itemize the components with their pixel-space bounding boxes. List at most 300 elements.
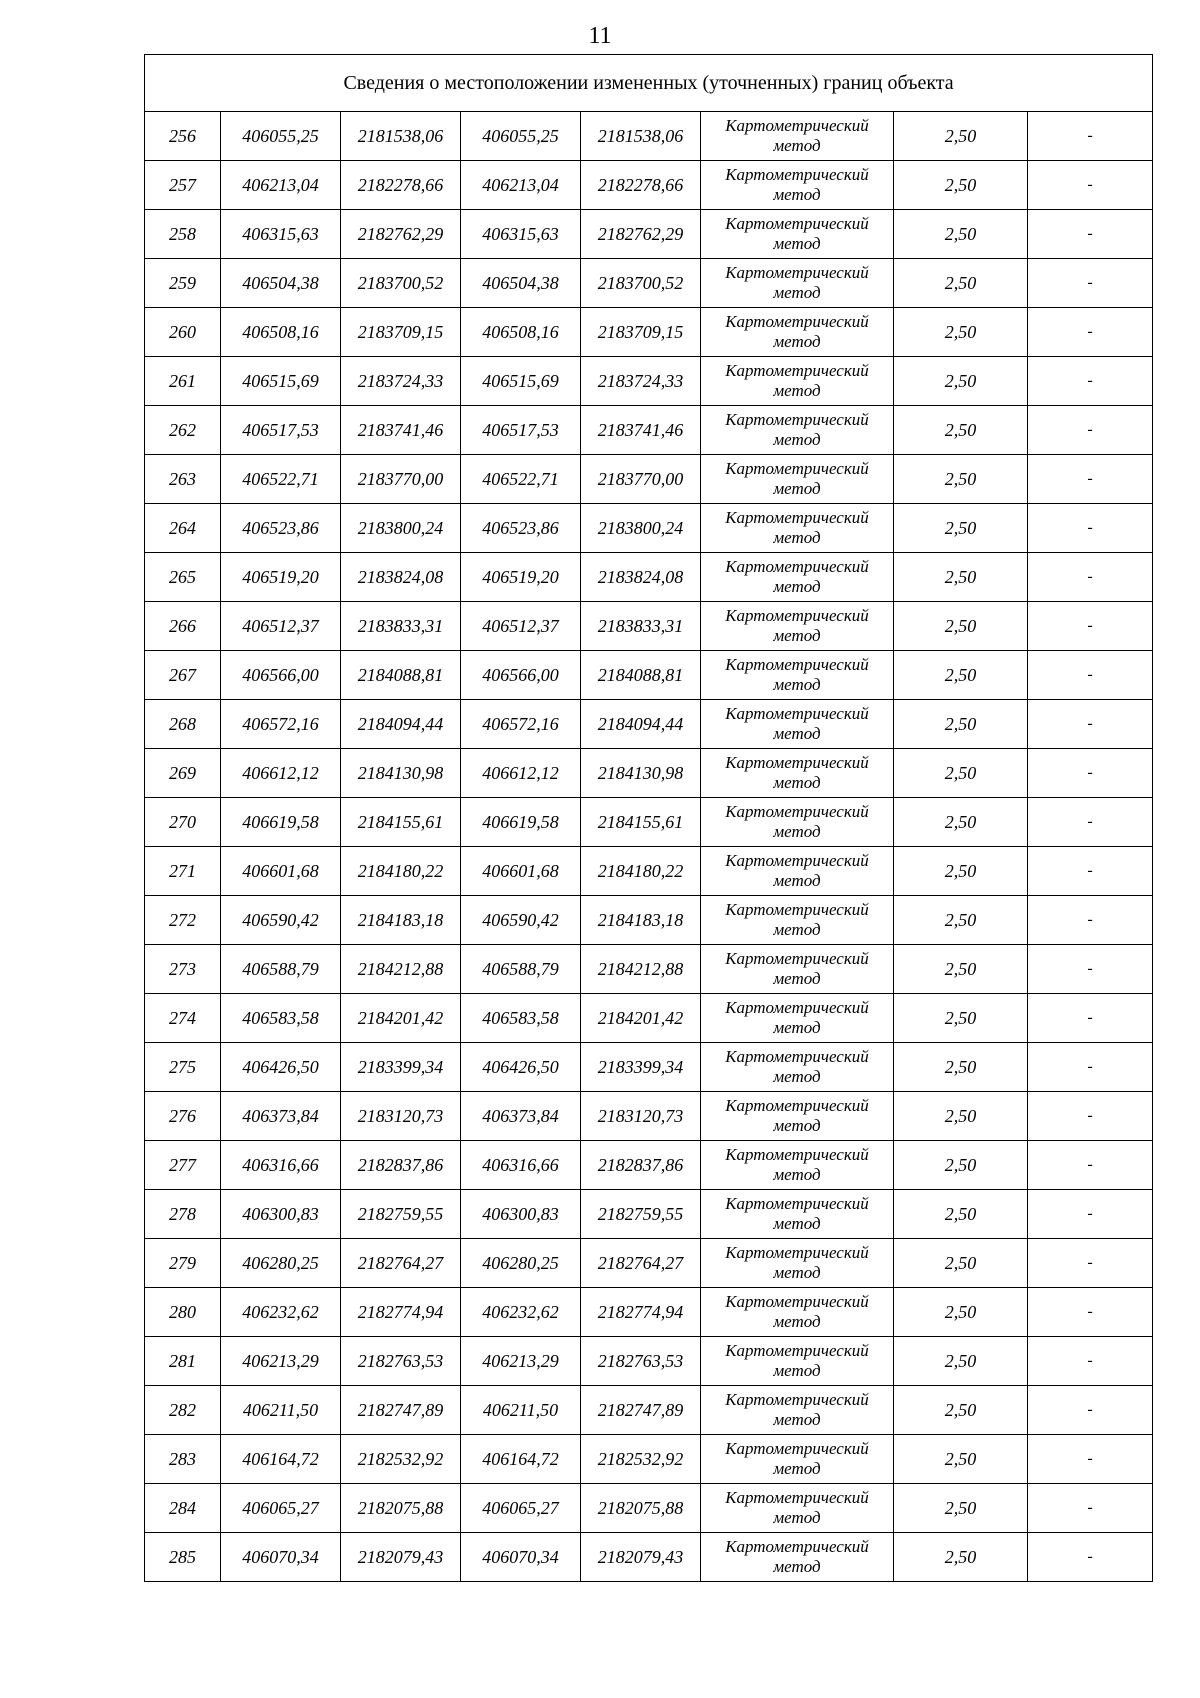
y-old-cell: 2184183,18 bbox=[341, 896, 461, 945]
method-line-1: Картометрический bbox=[725, 1488, 869, 1507]
y-new-cell: 2182774,94 bbox=[581, 1288, 701, 1337]
x-new-cell: 406373,84 bbox=[461, 1092, 581, 1141]
y-old-cell: 2184130,98 bbox=[341, 749, 461, 798]
y-old-cell: 2184201,42 bbox=[341, 994, 461, 1043]
accuracy-cell: 2,50 bbox=[894, 504, 1028, 553]
extra-cell: - bbox=[1028, 896, 1153, 945]
method-line-1: Картометрический bbox=[725, 1096, 869, 1115]
y-old-cell: 2183700,52 bbox=[341, 259, 461, 308]
method-line-2: метод bbox=[773, 1557, 821, 1576]
x-old-cell: 406619,58 bbox=[221, 798, 341, 847]
point-number-cell: 265 bbox=[145, 553, 221, 602]
method-line-1: Картометрический bbox=[725, 214, 869, 233]
x-new-cell: 406515,69 bbox=[461, 357, 581, 406]
y-old-cell: 2184212,88 bbox=[341, 945, 461, 994]
table-row bbox=[145, 896, 1153, 945]
y-new-cell: 2182759,55 bbox=[581, 1190, 701, 1239]
table-row bbox=[145, 504, 1153, 553]
extra-cell: - bbox=[1028, 357, 1153, 406]
method-line-1: Картометрический bbox=[725, 312, 869, 331]
y-new-cell: 2183399,34 bbox=[581, 1043, 701, 1092]
extra-cell: - bbox=[1028, 994, 1153, 1043]
method-cell bbox=[701, 161, 894, 210]
method-line-2: метод bbox=[773, 626, 821, 645]
y-new-cell: 2184212,88 bbox=[581, 945, 701, 994]
method-cell bbox=[701, 896, 894, 945]
extra-cell: - bbox=[1028, 259, 1153, 308]
x-new-cell: 406504,38 bbox=[461, 259, 581, 308]
y-old-cell: 2183770,00 bbox=[341, 455, 461, 504]
accuracy-cell: 2,50 bbox=[894, 1239, 1028, 1288]
point-number-cell: 279 bbox=[145, 1239, 221, 1288]
method-line-2: метод bbox=[773, 479, 821, 498]
method-line-1: Картометрический bbox=[725, 1439, 869, 1458]
table-row bbox=[145, 406, 1153, 455]
point-number-cell: 282 bbox=[145, 1386, 221, 1435]
y-new-cell: 2184130,98 bbox=[581, 749, 701, 798]
extra-cell: - bbox=[1028, 1288, 1153, 1337]
method-cell bbox=[701, 1092, 894, 1141]
x-new-cell: 406612,12 bbox=[461, 749, 581, 798]
y-new-cell: 2184180,22 bbox=[581, 847, 701, 896]
x-new-cell: 406519,20 bbox=[461, 553, 581, 602]
x-old-cell: 406612,12 bbox=[221, 749, 341, 798]
extra-cell: - bbox=[1028, 798, 1153, 847]
table-row bbox=[145, 749, 1153, 798]
method-line-1: Картометрический bbox=[725, 557, 869, 576]
method-line-1: Картометрический bbox=[725, 949, 869, 968]
method-line-1: Картометрический bbox=[725, 998, 869, 1017]
accuracy-cell: 2,50 bbox=[894, 651, 1028, 700]
x-new-cell: 406508,16 bbox=[461, 308, 581, 357]
extra-cell: - bbox=[1028, 1484, 1153, 1533]
method-line-1: Картометрический bbox=[725, 900, 869, 919]
extra-cell: - bbox=[1028, 1533, 1153, 1582]
y-old-cell: 2182079,43 bbox=[341, 1533, 461, 1582]
x-new-cell: 406211,50 bbox=[461, 1386, 581, 1435]
accuracy-cell: 2,50 bbox=[894, 602, 1028, 651]
method-cell bbox=[701, 1484, 894, 1533]
y-old-cell: 2181538,06 bbox=[341, 112, 461, 161]
y-old-cell: 2183800,24 bbox=[341, 504, 461, 553]
accuracy-cell: 2,50 bbox=[894, 112, 1028, 161]
point-number-cell: 271 bbox=[145, 847, 221, 896]
point-number-cell: 275 bbox=[145, 1043, 221, 1092]
table-row bbox=[145, 553, 1153, 602]
extra-cell: - bbox=[1028, 1043, 1153, 1092]
accuracy-cell: 2,50 bbox=[894, 259, 1028, 308]
y-old-cell: 2182759,55 bbox=[341, 1190, 461, 1239]
method-cell bbox=[701, 700, 894, 749]
table-row bbox=[145, 1435, 1153, 1484]
x-new-cell: 406590,42 bbox=[461, 896, 581, 945]
accuracy-cell: 2,50 bbox=[894, 357, 1028, 406]
table-row bbox=[145, 308, 1153, 357]
x-new-cell: 406232,62 bbox=[461, 1288, 581, 1337]
y-new-cell: 2182837,86 bbox=[581, 1141, 701, 1190]
x-new-cell: 406517,53 bbox=[461, 406, 581, 455]
method-line-2: метод bbox=[773, 1067, 821, 1086]
extra-cell: - bbox=[1028, 112, 1153, 161]
method-line-2: метод bbox=[773, 1018, 821, 1037]
extra-cell: - bbox=[1028, 1190, 1153, 1239]
y-old-cell: 2183724,33 bbox=[341, 357, 461, 406]
method-line-2: метод bbox=[773, 185, 821, 204]
accuracy-cell: 2,50 bbox=[894, 847, 1028, 896]
method-line-1: Картометрический bbox=[725, 1145, 869, 1164]
y-new-cell: 2181538,06 bbox=[581, 112, 701, 161]
accuracy-cell: 2,50 bbox=[894, 1141, 1028, 1190]
x-old-cell: 406572,16 bbox=[221, 700, 341, 749]
y-new-cell: 2182532,92 bbox=[581, 1435, 701, 1484]
method-cell bbox=[701, 210, 894, 259]
table-row bbox=[145, 210, 1153, 259]
point-number-cell: 268 bbox=[145, 700, 221, 749]
method-cell bbox=[701, 798, 894, 847]
x-old-cell: 406601,68 bbox=[221, 847, 341, 896]
point-number-cell: 274 bbox=[145, 994, 221, 1043]
extra-cell: - bbox=[1028, 1239, 1153, 1288]
x-old-cell: 406566,00 bbox=[221, 651, 341, 700]
x-old-cell: 406590,42 bbox=[221, 896, 341, 945]
y-new-cell: 2184094,44 bbox=[581, 700, 701, 749]
x-old-cell: 406515,69 bbox=[221, 357, 341, 406]
y-new-cell: 2183824,08 bbox=[581, 553, 701, 602]
y-old-cell: 2183833,31 bbox=[341, 602, 461, 651]
y-new-cell: 2184201,42 bbox=[581, 994, 701, 1043]
table-row bbox=[145, 1190, 1153, 1239]
x-old-cell: 406583,58 bbox=[221, 994, 341, 1043]
y-new-cell: 2182747,89 bbox=[581, 1386, 701, 1435]
y-new-cell: 2182079,43 bbox=[581, 1533, 701, 1582]
table-row bbox=[145, 1484, 1153, 1533]
table-row bbox=[145, 161, 1153, 210]
method-cell bbox=[701, 749, 894, 798]
method-line-1: Картометрический bbox=[725, 1292, 869, 1311]
point-number-cell: 266 bbox=[145, 602, 221, 651]
y-old-cell: 2184088,81 bbox=[341, 651, 461, 700]
y-old-cell: 2182763,53 bbox=[341, 1337, 461, 1386]
point-number-cell: 276 bbox=[145, 1092, 221, 1141]
point-number-cell: 262 bbox=[145, 406, 221, 455]
point-number-cell: 264 bbox=[145, 504, 221, 553]
x-new-cell: 406522,71 bbox=[461, 455, 581, 504]
x-new-cell: 406280,25 bbox=[461, 1239, 581, 1288]
method-cell bbox=[701, 1533, 894, 1582]
method-line-2: метод bbox=[773, 1312, 821, 1331]
method-cell bbox=[701, 308, 894, 357]
method-line-1: Картометрический bbox=[725, 1194, 869, 1213]
y-old-cell: 2182837,86 bbox=[341, 1141, 461, 1190]
accuracy-cell: 2,50 bbox=[894, 1337, 1028, 1386]
y-new-cell: 2184183,18 bbox=[581, 896, 701, 945]
method-line-2: метод bbox=[773, 381, 821, 400]
table-row bbox=[145, 602, 1153, 651]
x-new-cell: 406213,04 bbox=[461, 161, 581, 210]
method-line-2: метод bbox=[773, 724, 821, 743]
x-old-cell: 406523,86 bbox=[221, 504, 341, 553]
method-line-2: метод bbox=[773, 234, 821, 253]
x-new-cell: 406315,63 bbox=[461, 210, 581, 259]
method-cell bbox=[701, 1337, 894, 1386]
method-line-2: метод bbox=[773, 283, 821, 302]
table-title: Сведения о местоположении измененных (уточненных) границ объекта bbox=[145, 55, 1153, 112]
y-new-cell: 2182763,53 bbox=[581, 1337, 701, 1386]
method-line-1: Картометрический bbox=[725, 655, 869, 674]
x-old-cell: 406280,25 bbox=[221, 1239, 341, 1288]
extra-cell: - bbox=[1028, 1435, 1153, 1484]
accuracy-cell: 2,50 bbox=[894, 994, 1028, 1043]
table-row bbox=[145, 700, 1153, 749]
method-line-2: метод bbox=[773, 430, 821, 449]
accuracy-cell: 2,50 bbox=[894, 896, 1028, 945]
table-row bbox=[145, 259, 1153, 308]
table-row bbox=[145, 1337, 1153, 1386]
method-cell bbox=[701, 553, 894, 602]
method-cell bbox=[701, 945, 894, 994]
method-line-2: метод bbox=[773, 969, 821, 988]
y-old-cell: 2182075,88 bbox=[341, 1484, 461, 1533]
accuracy-cell: 2,50 bbox=[894, 161, 1028, 210]
method-line-2: метод bbox=[773, 1165, 821, 1184]
method-cell bbox=[701, 357, 894, 406]
x-old-cell: 406315,63 bbox=[221, 210, 341, 259]
accuracy-cell: 2,50 bbox=[894, 1386, 1028, 1435]
accuracy-cell: 2,50 bbox=[894, 945, 1028, 994]
method-line-1: Картометрический bbox=[725, 165, 869, 184]
table-row bbox=[145, 798, 1153, 847]
method-cell bbox=[701, 504, 894, 553]
y-old-cell: 2182764,27 bbox=[341, 1239, 461, 1288]
accuracy-cell: 2,50 bbox=[894, 210, 1028, 259]
y-new-cell: 2184088,81 bbox=[581, 651, 701, 700]
x-new-cell: 406583,58 bbox=[461, 994, 581, 1043]
x-new-cell: 406566,00 bbox=[461, 651, 581, 700]
x-old-cell: 406504,38 bbox=[221, 259, 341, 308]
x-new-cell: 406426,50 bbox=[461, 1043, 581, 1092]
extra-cell: - bbox=[1028, 945, 1153, 994]
x-old-cell: 406164,72 bbox=[221, 1435, 341, 1484]
point-number-cell: 272 bbox=[145, 896, 221, 945]
extra-cell: - bbox=[1028, 1386, 1153, 1435]
method-line-1: Картометрический bbox=[725, 459, 869, 478]
method-cell bbox=[701, 847, 894, 896]
method-line-2: метод bbox=[773, 1459, 821, 1478]
y-old-cell: 2182774,94 bbox=[341, 1288, 461, 1337]
method-cell bbox=[701, 1386, 894, 1435]
method-line-2: метод bbox=[773, 822, 821, 841]
method-line-2: метод bbox=[773, 332, 821, 351]
accuracy-cell: 2,50 bbox=[894, 1484, 1028, 1533]
accuracy-cell: 2,50 bbox=[894, 749, 1028, 798]
x-old-cell: 406373,84 bbox=[221, 1092, 341, 1141]
accuracy-cell: 2,50 bbox=[894, 455, 1028, 504]
y-new-cell: 2183741,46 bbox=[581, 406, 701, 455]
accuracy-cell: 2,50 bbox=[894, 700, 1028, 749]
method-cell bbox=[701, 1141, 894, 1190]
method-line-1: Картометрический bbox=[725, 410, 869, 429]
method-line-2: метод bbox=[773, 773, 821, 792]
x-old-cell: 406070,34 bbox=[221, 1533, 341, 1582]
method-line-2: метод bbox=[773, 1508, 821, 1527]
point-number-cell: 259 bbox=[145, 259, 221, 308]
extra-cell: - bbox=[1028, 1141, 1153, 1190]
y-new-cell: 2184155,61 bbox=[581, 798, 701, 847]
method-line-2: метод bbox=[773, 920, 821, 939]
method-line-1: Картометрический bbox=[725, 508, 869, 527]
y-old-cell: 2183120,73 bbox=[341, 1092, 461, 1141]
y-old-cell: 2183824,08 bbox=[341, 553, 461, 602]
y-new-cell: 2183120,73 bbox=[581, 1092, 701, 1141]
method-line-2: метод bbox=[773, 1361, 821, 1380]
x-old-cell: 406232,62 bbox=[221, 1288, 341, 1337]
method-cell bbox=[701, 112, 894, 161]
method-cell bbox=[701, 1288, 894, 1337]
y-new-cell: 2182075,88 bbox=[581, 1484, 701, 1533]
method-line-1: Картометрический bbox=[725, 263, 869, 282]
point-number-cell: 257 bbox=[145, 161, 221, 210]
x-old-cell: 406316,66 bbox=[221, 1141, 341, 1190]
method-cell bbox=[701, 406, 894, 455]
method-line-2: метод bbox=[773, 1116, 821, 1135]
extra-cell: - bbox=[1028, 553, 1153, 602]
x-new-cell: 406572,16 bbox=[461, 700, 581, 749]
y-old-cell: 2182747,89 bbox=[341, 1386, 461, 1435]
x-new-cell: 406316,66 bbox=[461, 1141, 581, 1190]
x-new-cell: 406065,27 bbox=[461, 1484, 581, 1533]
y-new-cell: 2182762,29 bbox=[581, 210, 701, 259]
table-row bbox=[145, 112, 1153, 161]
x-old-cell: 406211,50 bbox=[221, 1386, 341, 1435]
accuracy-cell: 2,50 bbox=[894, 1435, 1028, 1484]
method-line-2: метод bbox=[773, 871, 821, 890]
y-old-cell: 2182762,29 bbox=[341, 210, 461, 259]
x-old-cell: 406426,50 bbox=[221, 1043, 341, 1092]
point-number-cell: 284 bbox=[145, 1484, 221, 1533]
method-cell bbox=[701, 651, 894, 700]
y-old-cell: 2182278,66 bbox=[341, 161, 461, 210]
table-row bbox=[145, 1386, 1153, 1435]
point-number-cell: 273 bbox=[145, 945, 221, 994]
y-old-cell: 2184180,22 bbox=[341, 847, 461, 896]
extra-cell: - bbox=[1028, 210, 1153, 259]
table-row bbox=[145, 945, 1153, 994]
accuracy-cell: 2,50 bbox=[894, 798, 1028, 847]
x-old-cell: 406213,04 bbox=[221, 161, 341, 210]
accuracy-cell: 2,50 bbox=[894, 1190, 1028, 1239]
boundary-coordinates-table bbox=[144, 54, 1153, 1582]
table-row bbox=[145, 1141, 1153, 1190]
accuracy-cell: 2,50 bbox=[894, 1288, 1028, 1337]
point-number-cell: 277 bbox=[145, 1141, 221, 1190]
extra-cell: - bbox=[1028, 161, 1153, 210]
point-number-cell: 281 bbox=[145, 1337, 221, 1386]
x-new-cell: 406601,68 bbox=[461, 847, 581, 896]
method-line-1: Картометрический bbox=[725, 704, 869, 723]
method-line-2: метод bbox=[773, 136, 821, 155]
table-row bbox=[145, 357, 1153, 406]
table-row bbox=[145, 455, 1153, 504]
table-row bbox=[145, 1239, 1153, 1288]
y-old-cell: 2183399,34 bbox=[341, 1043, 461, 1092]
point-number-cell: 263 bbox=[145, 455, 221, 504]
method-line-1: Картометрический bbox=[725, 361, 869, 380]
extra-cell: - bbox=[1028, 504, 1153, 553]
y-old-cell: 2183741,46 bbox=[341, 406, 461, 455]
point-number-cell: 285 bbox=[145, 1533, 221, 1582]
table-row bbox=[145, 847, 1153, 896]
accuracy-cell: 2,50 bbox=[894, 1533, 1028, 1582]
point-number-cell: 278 bbox=[145, 1190, 221, 1239]
method-line-2: метод bbox=[773, 1263, 821, 1282]
y-old-cell: 2183709,15 bbox=[341, 308, 461, 357]
method-cell bbox=[701, 1190, 894, 1239]
method-line-1: Картометрический bbox=[725, 1390, 869, 1409]
y-new-cell: 2183770,00 bbox=[581, 455, 701, 504]
point-number-cell: 260 bbox=[145, 308, 221, 357]
method-cell bbox=[701, 455, 894, 504]
x-new-cell: 406512,37 bbox=[461, 602, 581, 651]
x-old-cell: 406055,25 bbox=[221, 112, 341, 161]
x-old-cell: 406508,16 bbox=[221, 308, 341, 357]
extra-cell: - bbox=[1028, 1092, 1153, 1141]
method-line-1: Картометрический bbox=[725, 1243, 869, 1262]
x-new-cell: 406164,72 bbox=[461, 1435, 581, 1484]
extra-cell: - bbox=[1028, 651, 1153, 700]
table-row bbox=[145, 651, 1153, 700]
extra-cell: - bbox=[1028, 700, 1153, 749]
y-new-cell: 2182278,66 bbox=[581, 161, 701, 210]
method-line-1: Картометрический bbox=[725, 1537, 869, 1556]
x-old-cell: 406588,79 bbox=[221, 945, 341, 994]
x-new-cell: 406213,29 bbox=[461, 1337, 581, 1386]
y-old-cell: 2184094,44 bbox=[341, 700, 461, 749]
y-new-cell: 2183700,52 bbox=[581, 259, 701, 308]
x-new-cell: 406300,83 bbox=[461, 1190, 581, 1239]
point-number-cell: 256 bbox=[145, 112, 221, 161]
x-new-cell: 406588,79 bbox=[461, 945, 581, 994]
extra-cell: - bbox=[1028, 455, 1153, 504]
table-body bbox=[145, 55, 1153, 1582]
method-cell bbox=[701, 1239, 894, 1288]
accuracy-cell: 2,50 bbox=[894, 553, 1028, 602]
method-line-2: метод bbox=[773, 1410, 821, 1429]
method-cell bbox=[701, 1435, 894, 1484]
accuracy-cell: 2,50 bbox=[894, 406, 1028, 455]
point-number-cell: 280 bbox=[145, 1288, 221, 1337]
method-cell bbox=[701, 994, 894, 1043]
method-cell bbox=[701, 1043, 894, 1092]
method-line-1: Картометрический bbox=[725, 1341, 869, 1360]
point-number-cell: 269 bbox=[145, 749, 221, 798]
x-new-cell: 406055,25 bbox=[461, 112, 581, 161]
method-line-1: Картометрический bbox=[725, 1047, 869, 1066]
point-number-cell: 258 bbox=[145, 210, 221, 259]
x-old-cell: 406512,37 bbox=[221, 602, 341, 651]
y-new-cell: 2183724,33 bbox=[581, 357, 701, 406]
extra-cell: - bbox=[1028, 602, 1153, 651]
method-line-2: метод bbox=[773, 528, 821, 547]
x-old-cell: 406065,27 bbox=[221, 1484, 341, 1533]
x-new-cell: 406523,86 bbox=[461, 504, 581, 553]
point-number-cell: 261 bbox=[145, 357, 221, 406]
y-new-cell: 2183800,24 bbox=[581, 504, 701, 553]
y-old-cell: 2182532,92 bbox=[341, 1435, 461, 1484]
table-row bbox=[145, 1092, 1153, 1141]
method-line-1: Картометрический bbox=[725, 606, 869, 625]
table-row bbox=[145, 1288, 1153, 1337]
method-line-1: Картометрический bbox=[725, 851, 869, 870]
